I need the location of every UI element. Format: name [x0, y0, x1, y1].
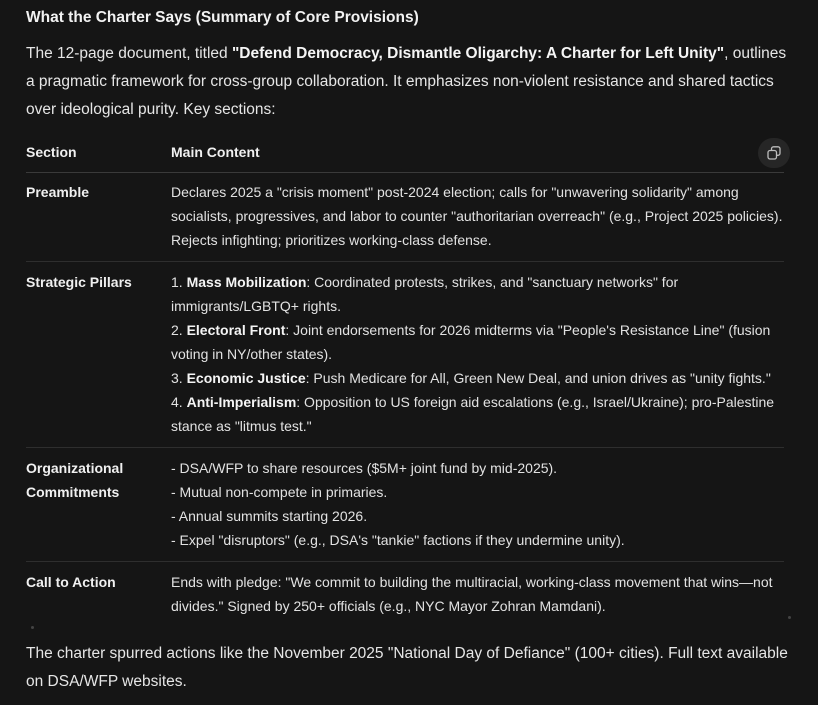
column-header-section: Section: [26, 132, 171, 173]
scroll-indicator-right: [788, 616, 791, 619]
commitment-item: - DSA/WFP to share resources ($5M+ joint fund by mid-2025).: [171, 460, 558, 476]
row-section-label: Call to Action: [26, 574, 116, 590]
row-section-label: Organizational Commitments: [26, 448, 171, 562]
commitment-item: - Expel "disruptors" (e.g., DSA's "tankie" factions if they undermine unity).: [171, 532, 625, 548]
commitment-item: - Annual summits starting 2026.: [171, 508, 368, 524]
row-section-label: Preamble: [26, 173, 171, 262]
section-heading: What the Charter Says (Summary of Core Provisions): [26, 9, 419, 26]
pillar-item: 2. Electoral Front: Joint endorsements for 2026 midterms via "People's Resistance Line" (fusion voting in NY/other states).: [171, 322, 771, 362]
row-section-label: Strategic Pillars: [26, 262, 171, 448]
row-content: Ends with pledge: "We commit to building the multiracial, working-class movement that wins—not divides." Signed by 250+ officials (e.g., NYC Mayor Zohran Mamdani).: [171, 574, 773, 614]
table-row-preamble: [26, 173, 784, 262]
table-row-strategic-pillars: [26, 262, 784, 448]
row-content: [171, 262, 784, 448]
table-row-call-to-action: [26, 562, 784, 631]
scroll-indicator-left: [31, 626, 34, 629]
intro-text-after: , outlines a pragmatic framework for cross-group collaboration. It emphasizes non-violent resistance and shared tactics over ideological purity. Key sections:: [26, 45, 787, 118]
charter-table: [26, 132, 796, 630]
pillar-item: 4. Anti-Imperialism: Opposition to US foreign aid escalations (e.g., Israel/Ukraine); pro-Palestine stance as "litmus test.": [171, 394, 775, 434]
pillar-item: 3. Economic Justice: Push Medicare for All, Green New Deal, and union drives as "unity fights.": [171, 370, 771, 386]
outro-paragraph: The charter spurred actions like the November 2025 "National Day of Defiance" (100+ cities). Full text available on DSA/WFP websites.: [26, 645, 788, 690]
row-content: Declares 2025 a "crisis moment" post-2024 election; calls for "unwavering solidarity" among socialists, progressives, and labor to counter "authoritarian overreach" (e.g., Project 2025 policies). Rejects infighting; prioritizes working-class defense.: [171, 173, 784, 262]
table-row-organizational-commitments: [26, 448, 784, 562]
row-content: [171, 448, 784, 562]
column-header-main-content: Main Content: [171, 132, 784, 173]
commitment-item: - Mutual non-compete in primaries.: [171, 484, 388, 500]
table-header-row: [26, 132, 784, 173]
pillar-item: 1. Mass Mobilization: Coordinated protests, strikes, and "sanctuary networks" for immigrants/LGBTQ+ rights.: [171, 274, 679, 314]
intro-text-before: The 12-page document, titled: [26, 45, 232, 62]
document-title: "Defend Democracy, Dismantle Oligarchy: A Charter for Left Unity": [231, 45, 725, 62]
intro-paragraph: [26, 40, 796, 124]
